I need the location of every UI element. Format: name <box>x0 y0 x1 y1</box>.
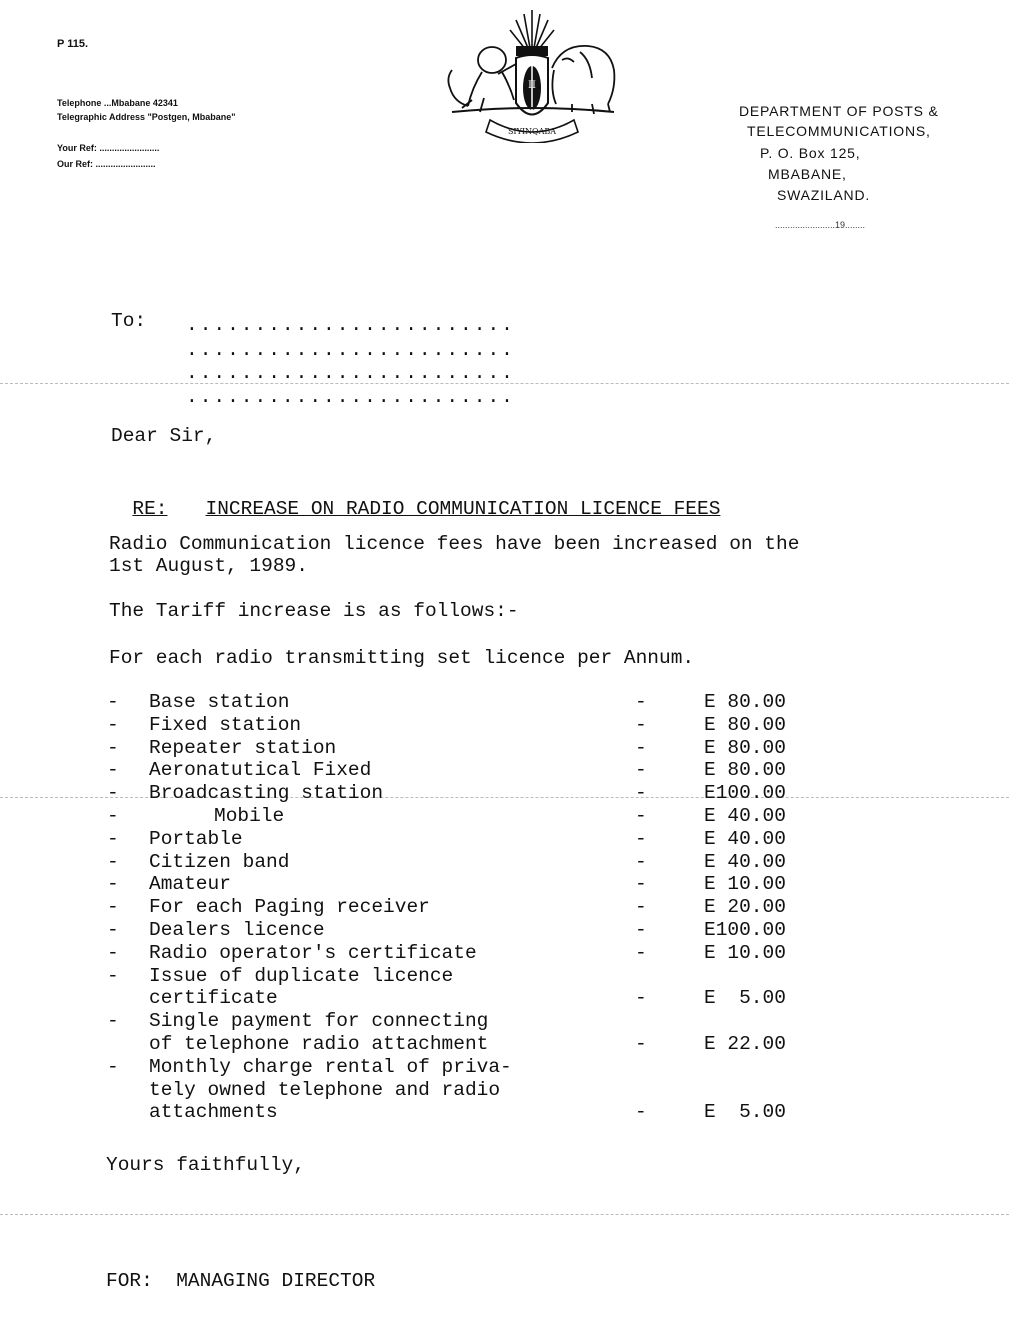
list-bullet: - <box>107 873 119 896</box>
fee-row <box>107 919 827 942</box>
fee-row <box>107 896 827 919</box>
fee-list <box>107 691 827 1124</box>
fee-row <box>107 1056 827 1079</box>
fee-description: Dealers licence <box>149 918 325 941</box>
fee-row <box>107 942 827 965</box>
paragraph: For each radio transmitting set licence per Annum. <box>109 647 695 669</box>
closing: Yours faithfully, <box>106 1154 305 1176</box>
fee-description: Citizen band <box>149 850 290 873</box>
fee-row <box>107 782 827 805</box>
fee-separator: - <box>635 1101 647 1124</box>
address-blank: ........................ <box>186 339 515 361</box>
address-line: MBABANE, <box>768 166 847 182</box>
address-blank: ........................ <box>186 362 515 384</box>
fee-amount: E 40.00 <box>704 804 786 827</box>
fee-amount: E 10.00 <box>704 941 786 964</box>
svg-text:II: II <box>528 80 536 91</box>
fee-amount: E 80.00 <box>704 759 786 782</box>
fee-description: Repeater station <box>149 736 337 759</box>
list-bullet: - <box>107 713 119 736</box>
list-bullet: - <box>107 1055 119 1078</box>
subject-label: RE: <box>132 498 168 520</box>
fold-line <box>0 1214 1009 1215</box>
address-line: DEPARTMENT OF POSTS & <box>739 103 939 119</box>
address-blank: ........................ <box>186 314 515 336</box>
fee-separator: - <box>635 873 647 896</box>
fee-description: tely owned telephone and radio <box>149 1078 501 1101</box>
fee-row <box>107 828 827 851</box>
fee-amount: E 80.00 <box>704 713 786 736</box>
crest-motto: SIYINQABA <box>507 127 557 136</box>
fee-description: Aeronatutical Fixed <box>149 759 372 782</box>
fee-separator: - <box>635 918 647 941</box>
fee-description: of telephone radio attachment <box>149 1032 489 1055</box>
paragraph: The Tariff increase is as follows:- <box>109 600 519 622</box>
paragraph: 1st August, 1989. <box>109 555 308 577</box>
subject-text: INCREASE ON RADIO COMMUNICATION LICENCE FEES <box>205 498 721 520</box>
list-bullet: - <box>107 782 119 805</box>
fee-row <box>107 987 827 1010</box>
fee-description: Base station <box>149 691 290 713</box>
fee-separator: - <box>635 1032 647 1055</box>
fee-row <box>107 1079 827 1102</box>
form-number: P 115. <box>57 38 88 50</box>
fee-description: Fixed station <box>149 713 302 736</box>
fee-row <box>107 805 827 828</box>
fee-separator: - <box>635 896 647 919</box>
list-bullet: - <box>107 850 119 873</box>
date-line: ........................19........ <box>775 220 866 230</box>
fee-amount: E 5.00 <box>704 1101 786 1124</box>
list-bullet: - <box>107 827 119 850</box>
fee-row <box>107 965 827 988</box>
fee-description: Monthly charge rental of priva- <box>149 1055 512 1078</box>
fee-row <box>107 759 827 782</box>
fee-row <box>107 737 827 760</box>
fee-description: Portable <box>149 827 243 850</box>
fee-separator: - <box>635 941 647 964</box>
list-bullet: - <box>107 918 119 941</box>
list-bullet: - <box>107 691 119 713</box>
fee-separator: - <box>635 713 647 736</box>
address-line: TELECOMMUNICATIONS, <box>747 123 931 139</box>
fee-row <box>107 873 827 896</box>
list-bullet: - <box>107 964 119 987</box>
fee-description: certificate <box>149 987 278 1010</box>
fee-separator: - <box>635 759 647 782</box>
list-bullet: - <box>107 804 119 827</box>
your-ref-line: Your Ref: ........................ <box>57 143 160 153</box>
fee-amount: E100.00 <box>704 918 786 941</box>
fee-description: Radio operator's certificate <box>149 941 477 964</box>
list-bullet: - <box>107 1010 119 1033</box>
fee-separator: - <box>635 827 647 850</box>
to-label: To: <box>111 310 147 332</box>
address-line: P. O. Box 125, <box>760 145 861 161</box>
fee-row <box>107 1101 827 1124</box>
list-bullet: - <box>107 941 119 964</box>
fee-amount: E 10.00 <box>704 873 786 896</box>
fee-separator: - <box>635 736 647 759</box>
coat-of-arms-icon <box>432 8 632 143</box>
fee-description: Single payment for connecting <box>149 1010 489 1033</box>
fee-description: For each Paging receiver <box>149 896 430 919</box>
list-bullet: - <box>107 896 119 919</box>
fee-row <box>107 1033 827 1056</box>
fee-amount: E 40.00 <box>704 827 786 850</box>
fee-amount: E 22.00 <box>704 1032 786 1055</box>
fee-separator: - <box>635 987 647 1010</box>
signatory: FOR: MANAGING DIRECTOR <box>106 1270 376 1292</box>
fee-separator: - <box>635 691 647 713</box>
fee-row <box>107 691 827 714</box>
fee-row <box>107 851 827 874</box>
fee-description: Amateur <box>149 873 231 896</box>
list-bullet: - <box>107 759 119 782</box>
telegraphic-address: Telegraphic Address "Postgen, Mbabane" <box>57 112 236 122</box>
fee-description: attachments <box>149 1101 278 1124</box>
fee-amount: E 40.00 <box>704 850 786 873</box>
list-bullet: - <box>107 736 119 759</box>
our-ref-line: Our Ref: ........................ <box>57 159 156 169</box>
address-blank: ........................ <box>186 386 515 408</box>
address-line: SWAZILAND. <box>777 187 871 203</box>
fee-separator: - <box>635 804 647 827</box>
fee-amount: E 5.00 <box>704 987 786 1010</box>
paragraph: Radio Communication licence fees have been increased on the <box>109 533 800 555</box>
fee-amount: E 80.00 <box>704 736 786 759</box>
fee-separator: - <box>635 782 647 805</box>
telephone-line: Telephone ...Mbabane 42341 <box>57 98 178 108</box>
fee-row <box>107 1010 827 1033</box>
fee-description: Issue of duplicate licence <box>149 964 454 987</box>
fee-description: Broadcasting station <box>149 782 384 805</box>
subject-line <box>109 475 720 521</box>
fee-amount: E 20.00 <box>704 896 786 919</box>
fee-separator: - <box>635 850 647 873</box>
salutation: Dear Sir, <box>111 425 217 447</box>
fee-row <box>107 714 827 737</box>
fee-amount: E100.00 <box>704 782 786 805</box>
fee-description: Mobile <box>214 804 285 827</box>
fee-amount: E 80.00 <box>704 691 786 713</box>
